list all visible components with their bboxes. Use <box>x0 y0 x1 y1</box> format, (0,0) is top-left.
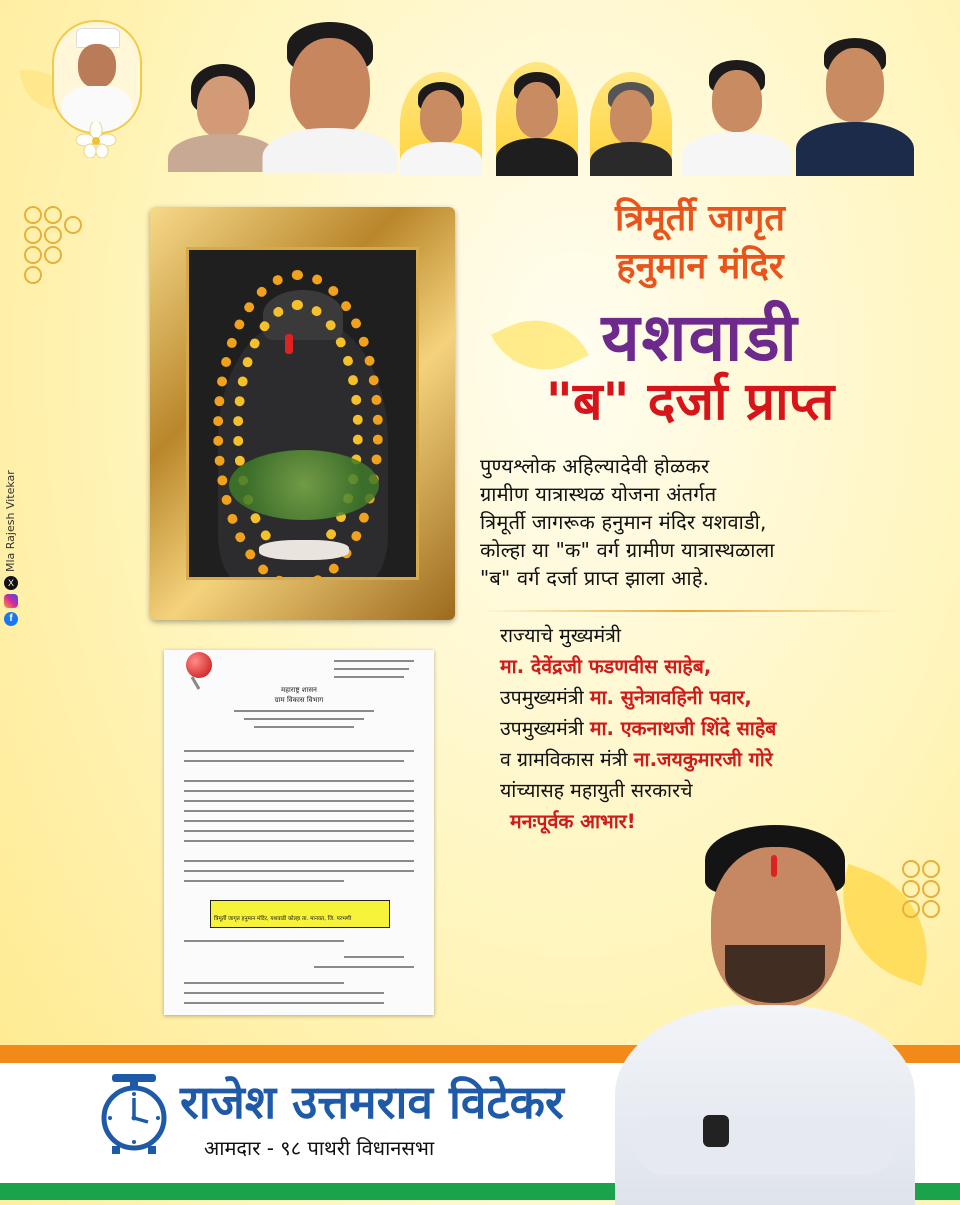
document-highlight: त्रिमूर्ती जागृत हनुमान मंदिर, यशवाडी कोल्हा ता. मानवत, जि. परभणी <box>214 916 352 922</box>
clock-icon <box>98 1072 170 1154</box>
announcement-line: त्रिमूर्ती जागरूक हनुमान मंदिर यशवाडी, <box>480 510 767 534</box>
mla-portrait <box>615 825 915 1200</box>
heading-line-2: हनुमान मंदिर <box>616 246 784 287</box>
announcement-line: "ब" वर्ग दर्जा प्राप्त झाला आहे. <box>480 566 710 590</box>
footer-name: राजेश उत्तमराव विटेकर <box>180 1075 564 1129</box>
leader-portrait <box>496 62 578 176</box>
leader-portrait <box>400 72 482 176</box>
thanks-line: उपमुख्यमंत्री मा. एकनाथजी शिंदे साहेब <box>500 717 777 740</box>
heading-village: यशवाडी <box>601 299 799 376</box>
heading-line-1: त्रिमूर्ती जागृत <box>615 198 785 239</box>
thanks-block <box>500 620 776 837</box>
leader-portrait <box>796 32 914 176</box>
x-icon[interactable]: X <box>4 576 18 590</box>
divider <box>480 610 900 612</box>
heading-status: "ब" दर्जा प्राप्त <box>545 372 835 432</box>
thanks-closing: मनःपूर्वक आभार! <box>510 810 636 833</box>
temple-idol-photo <box>186 247 419 580</box>
thanks-chief-minister: मा. देवेंद्रजी फडणवीस साहेब, <box>500 655 712 678</box>
flower-icon <box>74 122 118 158</box>
footer-title: आमदार - ९८ पाथरी विधानसभा <box>204 1136 435 1160</box>
document-state: महाराष्ट्र शासन <box>281 686 317 694</box>
temple-photo-frame <box>150 207 455 620</box>
pushpin-icon <box>186 652 212 678</box>
announcement-text <box>480 452 775 592</box>
announcement-line: ग्रामीण यात्रास्थळ योजना अंतर्गत <box>480 482 717 506</box>
leader-portrait <box>682 58 792 176</box>
thanks-line: राज्याचे मुख्यमंत्री <box>500 624 621 647</box>
instagram-icon[interactable] <box>4 594 18 608</box>
leader-portrait <box>262 18 397 173</box>
document-dept: ग्राम विकास विभाग <box>274 696 324 704</box>
thanks-line: उपमुख्यमंत्री मा. सुनेत्रावहिनी पवार, <box>500 686 752 709</box>
government-order-document <box>164 650 434 1015</box>
watch-icon <box>703 1115 729 1147</box>
announcement-line: कोल्हा या "क" वर्ग ग्रामीण यात्रास्थळाला <box>480 538 775 562</box>
leader-portrait <box>590 72 672 176</box>
announcement-line: पुण्यश्लोक अहिल्यादेवी होळकर <box>480 454 710 478</box>
elder-portrait <box>52 20 142 134</box>
thanks-line: यांच्यासह महायुती सरकारचे <box>500 779 693 802</box>
facebook-icon[interactable]: f <box>4 612 18 626</box>
thanks-line: व ग्रामविकास मंत्री ना.जयकुमारजी गोरे <box>500 748 773 771</box>
social-handle: Mla Rajesh Vitekar <box>4 470 17 572</box>
